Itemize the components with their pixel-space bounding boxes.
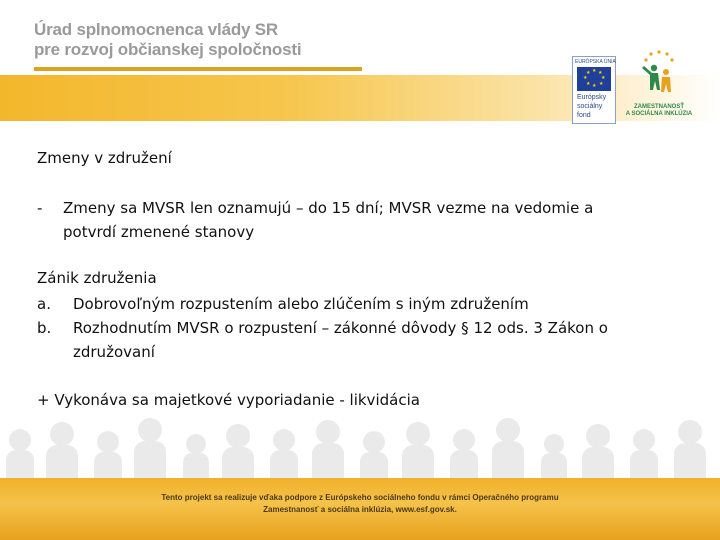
section-zanik-item-a-marker: a. [37, 295, 51, 313]
esf-logo [572, 56, 616, 124]
footer-text-line2: Zamestnanosť a sociálna inklúzia, www.esf.gov.sk. [263, 505, 457, 514]
header-title [34, 20, 301, 60]
section-zmeny-text-line1: Zmeny sa MVSR len oznamujú – do 15 dní; MVSR vezme na vedomie a [63, 199, 594, 217]
section-zmeny-bullet: - [37, 199, 43, 217]
eu-flag-icon: ★ ★ ★ ★ ★ ★ ★ ★ [577, 67, 611, 91]
esf-logo-top: EURÓPSKA ÚNIA [575, 59, 616, 65]
footer-text [130, 492, 590, 516]
section-likvidacia-text: + Vykonáva sa majetkové vyporiadanie - likvidácia [37, 391, 420, 409]
header-title-line2: pre rozvoj občianskej spoločnosti [34, 40, 302, 59]
esf-logo-line1: Európsky [577, 94, 607, 101]
section-zanik-item-a-text: Dobrovoľným rozpustením alebo zlúčením s iným združením [73, 295, 529, 313]
esf-logo-line3: fond [577, 112, 591, 119]
zsi-logo-text [624, 104, 694, 118]
section-zmeny-text-line2: potvrdí zmenené stanovy [63, 223, 255, 241]
zsi-figures-icon [624, 48, 694, 104]
zsi-logo [624, 48, 694, 122]
esf-logo-text [577, 93, 606, 120]
header-underline [34, 67, 362, 71]
header-title-line1: Úrad splnomocnenca vlády SR [34, 20, 279, 39]
section-zanik-item-b-text-line1: Rozhodnutím MVSR o rozpustení – zákonné dôvody § 12 ods. 3 Zákon o [73, 319, 608, 337]
zsi-logo-line1: ZAMESTNANOSŤ [634, 104, 684, 110]
esf-logo-line2: sociálny [577, 103, 603, 110]
footer-text-line1: Tento projekt sa realizuje vďaka podpore z Európskeho sociálneho fondu v rámci Operačného programu [161, 493, 559, 502]
zsi-logo-line2: A SOCIÁLNA INKLÚZIA [625, 111, 693, 117]
section-zmeny-title: Zmeny v združení [37, 149, 172, 167]
section-zanik-item-b-marker: b. [37, 319, 52, 337]
section-zanik-item-b-text-line2: združovaní [73, 343, 155, 361]
section-zanik-title: Zánik združenia [37, 269, 157, 287]
